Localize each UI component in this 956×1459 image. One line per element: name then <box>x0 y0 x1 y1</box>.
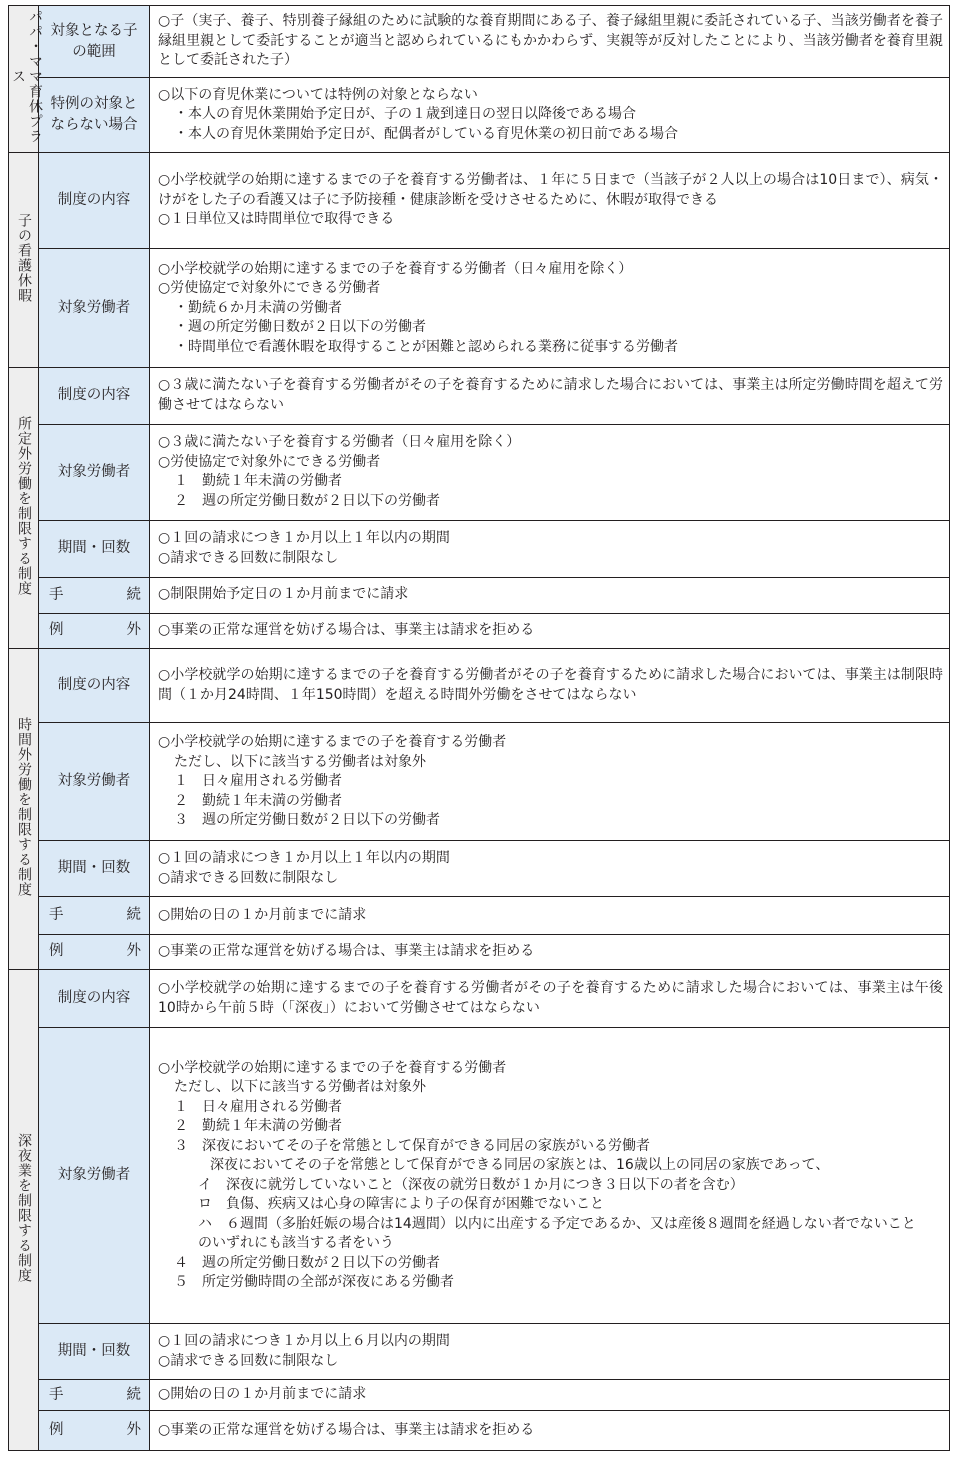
table-row <box>9 1028 950 1324</box>
regulation-table <box>8 5 950 1451</box>
row-content <box>150 152 950 249</box>
content-line: ○３歳に満たない子を養育する労働者がその子を養育するために請求した場合においては、事業主は所定労働時間を超えて労働させてはならない <box>158 377 943 413</box>
content-line: ３ 週の所定労働日数が２日以下の労働者 <box>174 812 440 828</box>
section-title: 深夜業を制限する制度 <box>16 1132 32 1283</box>
table-row <box>9 577 950 613</box>
section-title: パパ・ママ育休プラス <box>10 9 43 145</box>
table-row <box>9 1410 950 1450</box>
content-line: ○１回の請求につき１か月以上１年以内の期間 <box>158 850 450 867</box>
row-content <box>150 6 950 78</box>
row-content <box>150 1380 950 1410</box>
row-content <box>150 969 950 1027</box>
section-title: 時間外労働を制限する制度 <box>16 716 32 897</box>
row-content <box>150 368 950 424</box>
content-line: ○事業の正常な運営を妨げる場合は、事業主は請求を拒める <box>158 1421 535 1438</box>
row-content <box>150 424 950 521</box>
table-row <box>9 368 950 424</box>
content-line: のいずれにも該当する者をいう <box>198 1235 394 1252</box>
row-content <box>150 78 950 152</box>
row-label: 対象労働者 <box>39 249 150 368</box>
content-line: ○事業の正常な運営を妨げる場合は、事業主は請求を拒める <box>158 943 535 960</box>
content-line: ○１回の請求につき１か月以上１年以内の期間 <box>158 530 450 547</box>
row-label: 対象労働者 <box>39 424 150 521</box>
table-row <box>9 723 950 841</box>
row-label: 例外 <box>39 613 150 648</box>
row-label: 特例の対象とならない場合 <box>39 78 150 152</box>
content-line: ・週の所定労働日数が２日以下の労働者 <box>174 319 426 336</box>
table-row <box>9 613 950 648</box>
content-line: ３ 深夜においてその子を常態として保育ができる同居の家族がいる労働者 <box>174 1137 650 1154</box>
row-label: 期間・回数 <box>39 1324 150 1380</box>
content-line: ・勤続６か月未満の労働者 <box>174 299 342 316</box>
content-line: ５ 所定労働時間の全部が深夜にある労働者 <box>174 1274 454 1291</box>
section-title-cell <box>9 368 39 649</box>
table-row <box>9 841 950 897</box>
table-row <box>9 648 950 722</box>
row-content <box>150 648 950 722</box>
row-content <box>150 577 950 613</box>
row-content <box>150 841 950 897</box>
row-label: 制度の内容 <box>39 969 150 1027</box>
content-line: ４ 週の所定労働日数が２日以下の労働者 <box>174 1254 440 1271</box>
row-label: 手続 <box>39 897 150 934</box>
content-line: ただし、以下に該当する労働者は対象外 <box>174 1079 426 1096</box>
content-line: ○小学校就学の始期に達するまでの子を養育する労働者がその子を養育するために請求した場合においては、事業主は制限時間（１か月24時間、１年150時間）を超える時間外労働をさせてはならない <box>158 667 943 703</box>
row-content <box>150 1410 950 1450</box>
content-line: ○小学校就学の始期に達するまでの子を養育する労働者（日々雇用を除く） <box>158 260 633 277</box>
table-row <box>9 521 950 577</box>
row-content <box>150 934 950 969</box>
row-label: 制度の内容 <box>39 648 150 722</box>
section-title: 所定外労働を制限する制度 <box>16 416 32 597</box>
row-content <box>150 249 950 368</box>
content-line: ○以下の育児休業については特例の対象とならない <box>158 86 478 103</box>
table-row <box>9 78 950 152</box>
content-line: ○小学校就学の始期に達するまでの子を養育する労働者は、１年に５日まで（当該子が２人以上の場合は10日まで）、病気・けがをした子の看護又は子に予防接種・健康診断を受けさせるために、休暇が取得できる <box>158 172 943 208</box>
content-line: １ 勤続１年未満の労働者 <box>174 473 342 490</box>
row-label: 対象労働者 <box>39 1028 150 1324</box>
content-line: ・本人の育児休業開始予定日が、子の１歳到達日の翌日以降後である場合 <box>174 106 636 123</box>
content-line: ロ 負傷、疾病又は心身の障害により子の保育が困難でないこと <box>198 1196 604 1213</box>
content-line: ○開始の日の１か月前までに請求 <box>158 906 367 923</box>
row-content <box>150 723 950 841</box>
row-label: 対象となる子の範囲 <box>39 6 150 78</box>
section-title-cell <box>9 152 39 367</box>
section-title: 子の看護休暇 <box>16 213 32 304</box>
row-label: 制度の内容 <box>39 152 150 249</box>
table-row <box>9 897 950 934</box>
content-line: ○事業の正常な運営を妨げる場合は、事業主は請求を拒める <box>158 622 535 639</box>
content-line: ○請求できる回数に制限なし <box>158 1352 339 1369</box>
table-row <box>9 249 950 368</box>
content-line: ２ 勤続１年未満の労働者 <box>174 792 342 809</box>
content-line: ○３歳に満たない子を養育する労働者（日々雇用を除く） <box>158 434 521 451</box>
content-line: ２ 勤続１年未満の労働者 <box>174 1118 342 1135</box>
row-content <box>150 897 950 934</box>
row-content <box>150 1324 950 1380</box>
content-line: ハ ６週間（多胎妊娠の場合は14週間）以内に出産する予定であるか、又は産後８週間を経過しない者でないこと <box>198 1215 916 1232</box>
childcare-leave-table <box>8 5 949 1451</box>
table-row <box>9 934 950 969</box>
table-body <box>9 6 950 1451</box>
table-row <box>9 6 950 78</box>
table-row <box>9 152 950 249</box>
row-content <box>150 613 950 648</box>
row-label: 期間・回数 <box>39 841 150 897</box>
row-label: 手続 <box>39 577 150 613</box>
row-label: 期間・回数 <box>39 521 150 577</box>
content-line: ○小学校就学の始期に達するまでの子を養育する労働者がその子を養育するために請求した場合においては、事業主は午後10時から午前５時（「深夜」）において労働させてはならない <box>158 980 943 1016</box>
content-line: 深夜においてその子を常態として保育ができる同居の家族とは、16歳以上の同居の家族であって、 <box>210 1157 830 1174</box>
section-title-cell <box>9 969 39 1450</box>
content-line: ○小学校就学の始期に達するまでの子を養育する労働者 <box>158 1059 507 1076</box>
table-row <box>9 1380 950 1410</box>
content-line: ○開始の日の１か月前までに請求 <box>158 1386 367 1403</box>
row-label: 対象労働者 <box>39 723 150 841</box>
section-title-cell <box>9 648 39 969</box>
content-line: ○請求できる回数に制限なし <box>158 869 339 886</box>
content-line: ・時間単位で看護休暇を取得することが困難と認められる業務に従事する労働者 <box>174 338 678 355</box>
content-line: ２ 週の所定労働日数が２日以下の労働者 <box>174 492 440 509</box>
content-line: ○請求できる回数に制限なし <box>158 549 339 566</box>
table-row <box>9 424 950 521</box>
content-line: ○制限開始予定日の１か月前までに請求 <box>158 586 409 603</box>
row-content <box>150 1028 950 1324</box>
row-label: 例外 <box>39 1410 150 1450</box>
row-label: 手続 <box>39 1380 150 1410</box>
content-line: ○小学校就学の始期に達するまでの子を養育する労働者 <box>158 734 507 750</box>
row-label: 制度の内容 <box>39 368 150 424</box>
content-line: １ 日々雇用される労働者 <box>174 1098 342 1115</box>
table-row <box>9 969 950 1027</box>
row-label: 例外 <box>39 934 150 969</box>
section-title-cell <box>9 6 43 153</box>
content-line: ・本人の育児休業開始予定日が、配偶者がしている育児休業の初日前である場合 <box>174 125 678 142</box>
content-line: ○子（実子、養子、特別養子縁組のために試験的な養育期間にある子、養子縁組里親に委託されている子、当該労働者を養子縁組里親として委託することが適当と認められているにもかかわらず、実親等が反対したことにより、当該労働者を養育里親として委託された子） <box>158 13 943 69</box>
table-row <box>9 1324 950 1380</box>
row-content <box>150 521 950 577</box>
content-line: ○労使協定で対象外にできる労働者 <box>158 453 381 470</box>
content-line: １ 日々雇用される労働者 <box>174 773 342 789</box>
content-line: ただし、以下に該当する労働者は対象外 <box>174 753 426 770</box>
content-line: ○１回の請求につき１か月以上６月以内の期間 <box>158 1333 450 1350</box>
content-line: イ 深夜に就労していないこと（深夜の就労日数が１か月につき３日以下の者を含む） <box>198 1176 744 1193</box>
content-line: ○労使協定で対象外にできる労働者 <box>158 280 381 297</box>
content-line: ○１日単位又は時間単位で取得できる <box>158 211 395 228</box>
